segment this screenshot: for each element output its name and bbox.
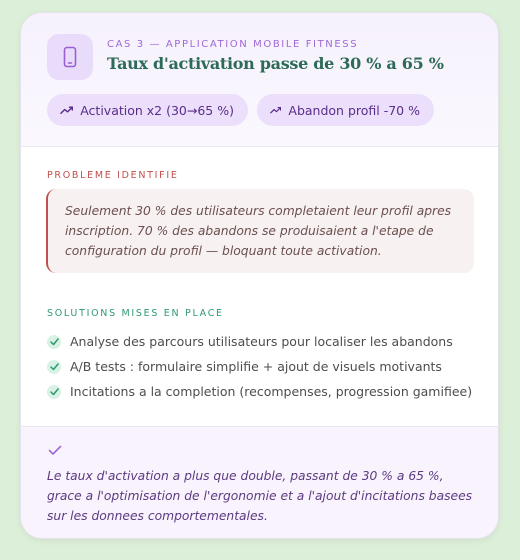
smartphone-icon [47,34,93,80]
check-icon [48,441,62,460]
check-icon [47,335,61,349]
solutions-heading: SOLUTIONS MISES EN PLACE [47,308,224,319]
solutions-list [47,329,472,404]
check-icon [47,360,61,374]
trend-up-icon [60,105,73,115]
badge-activation [47,94,248,126]
badge-abandon [257,94,434,126]
badge-label: Abandon profil -70 % [288,102,420,118]
list-item [47,354,472,379]
list-item [47,329,472,354]
result-text: Le taux d'activation a plus que double, passant de 30 % a 65 %, grace a l'optimisation de l'ergonomie et a l'ajout d'incitations basees sur les donnees comportementales. [47,469,473,523]
case-study-card [20,12,499,539]
solution-text: Incitations a la completion (recompenses, progression gamifiee) [70,384,473,399]
problem-description: Seulement 30 % des utilisateurs completaient leur profil apres inscription. 70 % des abandons se produisaient a l'etape de configuration du profil — bloquant toute activation. [46,189,474,273]
case-title: Taux d'activation passe de 30 % a 65 % [107,54,444,73]
case-eyebrow: CAS 3 — APPLICATION MOBILE FITNESS [107,39,359,50]
trend-up-icon [270,105,281,115]
list-item [47,379,472,404]
result-section [21,426,498,539]
problem-heading: PROBLEME IDENTIFIE [47,170,179,181]
badge-label: Activation x2 (30→65 %) [80,102,234,118]
card-header [21,13,498,147]
check-icon [47,385,61,399]
solution-text: A/B tests : formulaire simplifie + ajout de visuels motivants [70,359,442,374]
solution-text: Analyse des parcours utilisateurs pour localiser les abandons [70,334,453,349]
